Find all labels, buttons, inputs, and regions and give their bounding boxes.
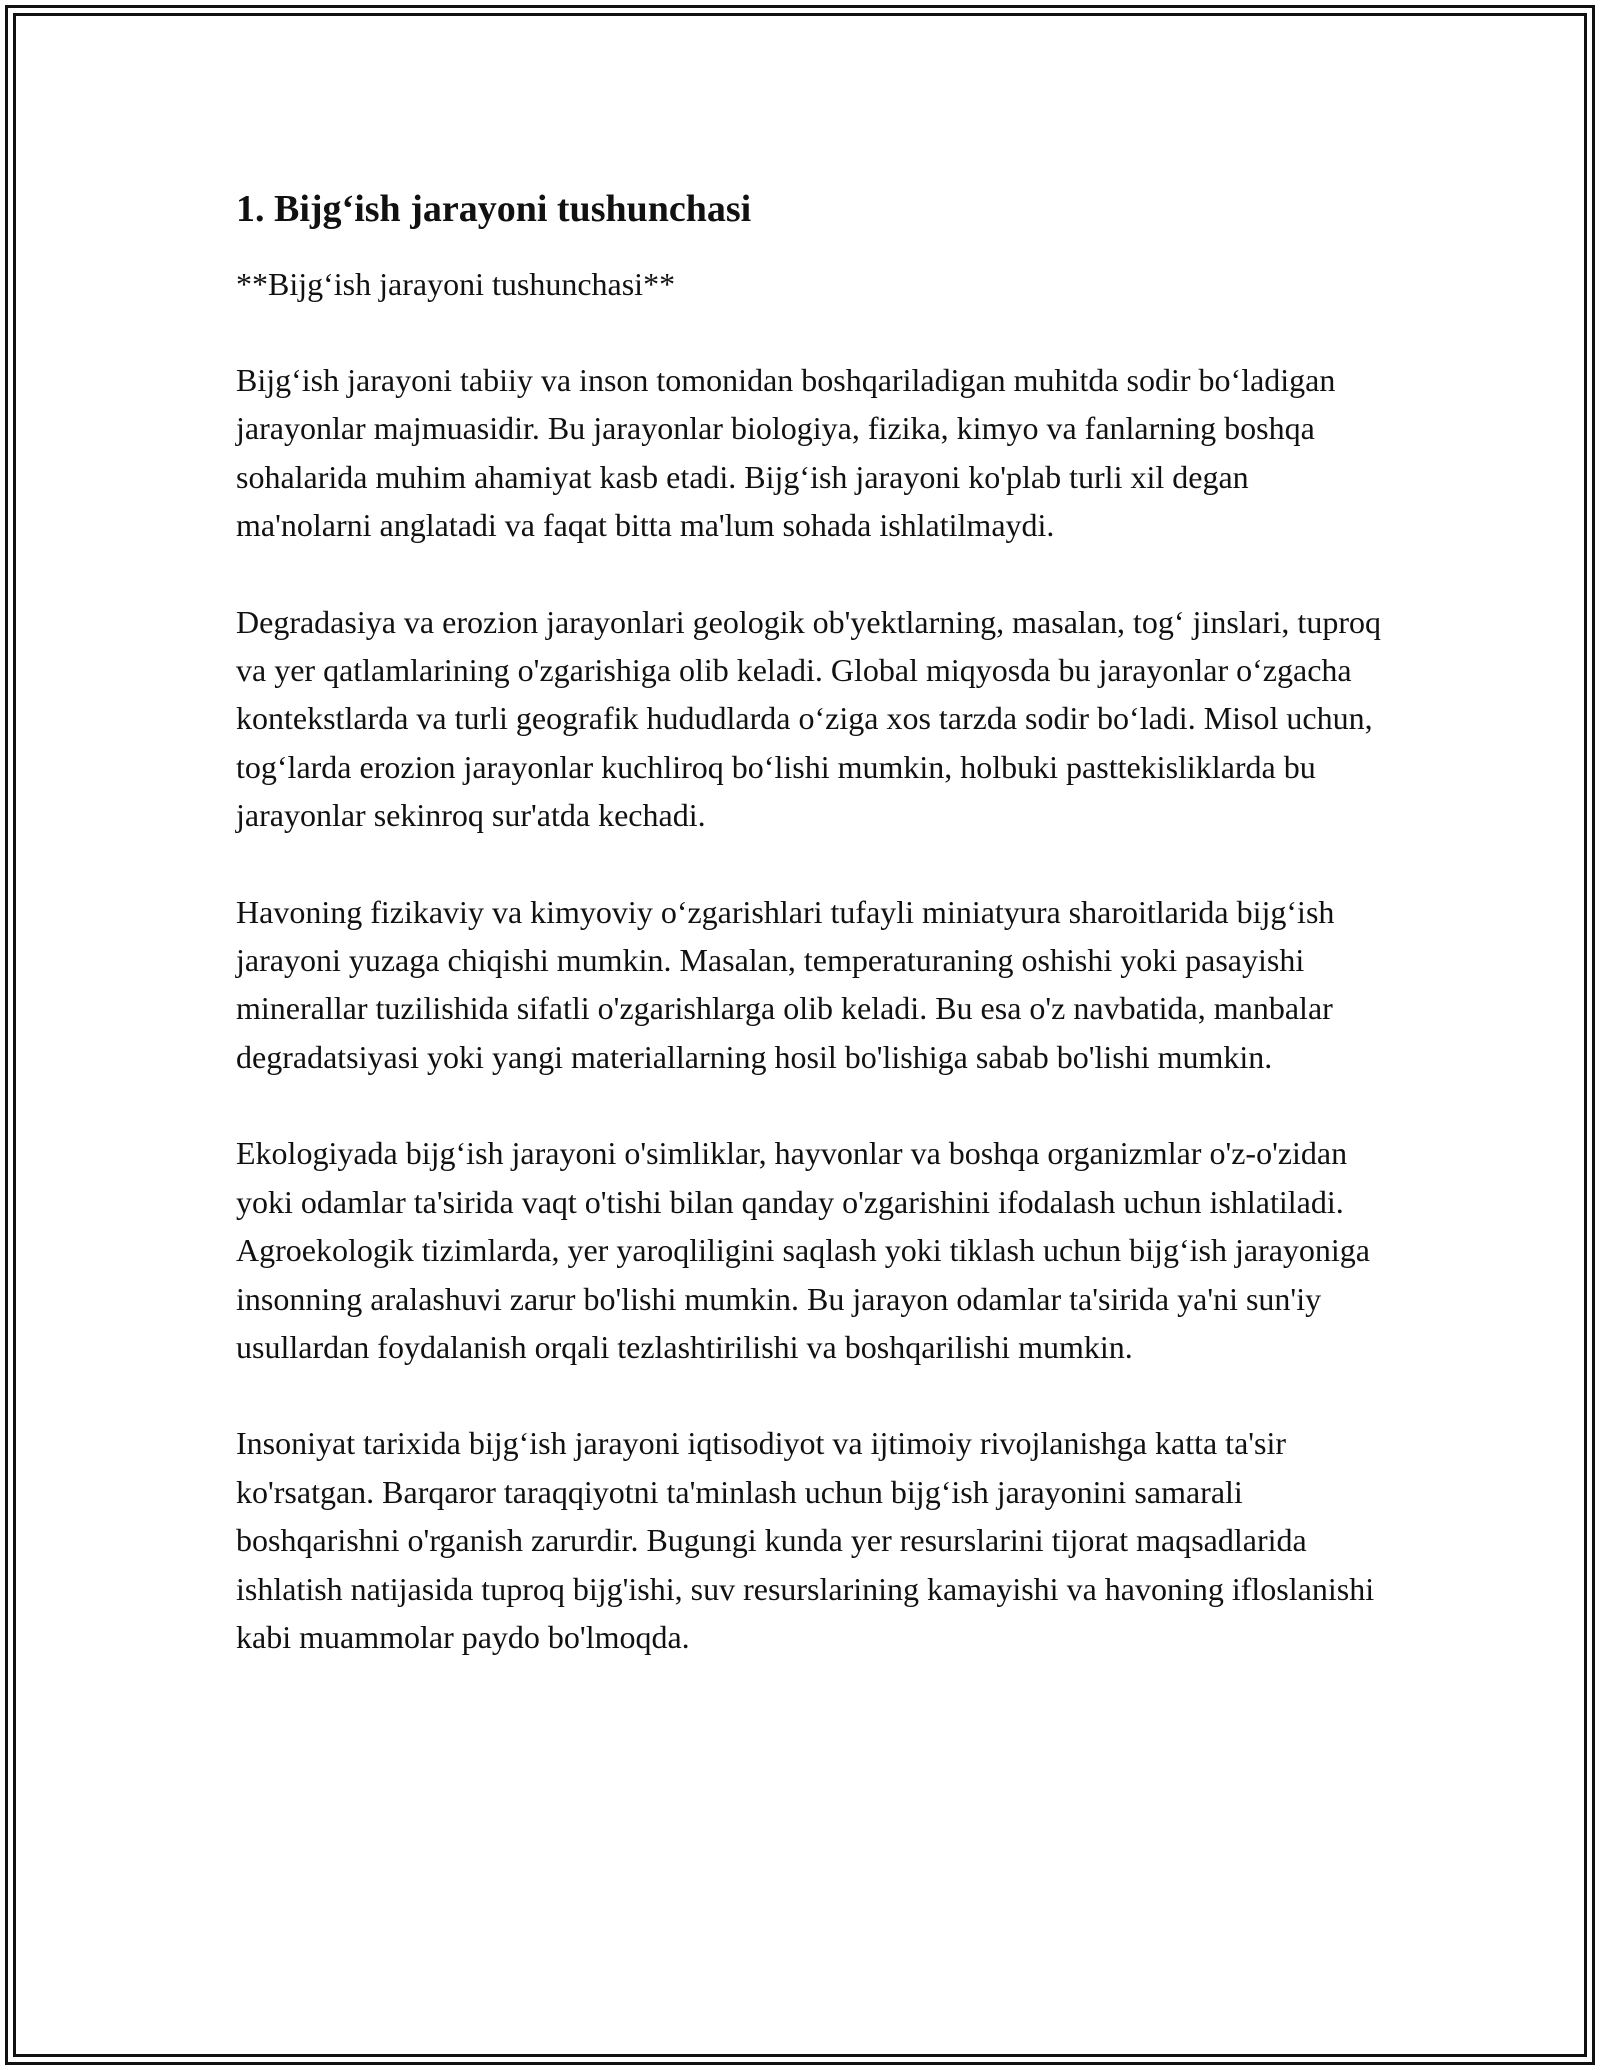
paragraph-4: Ekologiyada bijg‘ish jarayoni o'simliklar, hayvonlar va boshqa organizmlar o'z-o'zidan yoki odamlar ta'sirida vaqt o'tishi bilan qanday o'zgarishini ifodalash uchun ishlatiladi. Agroekologik tizimlarda, yer yaroqliligini saqlash yoki tiklash uchun bijg‘ish jarayoniga insonning aralashuvi zarur bo'lishi mumkin. Bu jarayon odamlar ta'sirida ya'ni sun'iy usullardan foydalanish orqali tezlashtirilishi va boshqarilishi mumkin. xyxy=(236,1135,1370,1365)
paragraph-2: Degradasiya va erozion jarayonlari geologik ob'yektlarning, masalan, tog‘ jinslari, tuproq va yer qatlamlarining o'zgarishiga olib keladi. Global miqyosda bu jarayonlar o‘zgacha kontekstlarda va turli geografik hududlarda o‘ziga xos tarzda sodir bo‘ladi. Misol uchun, tog‘larda erozion jarayonlar kuchliroq bo‘lishi mumkin, holbuki pasttekisliklarda bu jarayonlar sekinroq sur'atda kechadi. xyxy=(236,603,1381,834)
section-heading: 1. Bijg‘ish jarayoni tushunchasi xyxy=(236,188,752,230)
paragraph-5: Insoniyat tarixida bijg‘ish jarayoni iqtisodiyot va ijtimoiy rivojlanishga katta ta'sir ko'rsatgan. Barqaror taraqqiyotni ta'minlash uchun bijg‘ish jarayonini samarali boshqarishni o'rganish zarurdir. Bugungi kunda yer resurslarini tijorat maqsadlarida ishlatish natijasida tuproq bijg'ishi, suv resurslarining kamayishi va havoning ifloslanishi kabi muammolar paydo bo'lmoqda. xyxy=(236,1425,1375,1655)
paragraph-1: Bijg‘ish jarayoni tabiiy va inson tomonidan boshqariladigan muhitda sodir bo‘ladigan jarayonlar majmuasidir. Bu jarayonlar biologiya, fizika, kimyo va fanlarning boshqa sohalarida muhim ahamiyat kasb etadi. Bijg‘ish jarayoni ko'plab turli xil degan ma'nolarni anglatadi va faqat bitta ma'lum sohada ishlatilmaydi. xyxy=(236,362,1336,544)
section-subtitle: **Bijg‘ish jarayoni tushunchasi** xyxy=(236,266,676,302)
paragraph-3: Havoning fizikaviy va kimyoviy o‘zgarishlari tufayli miniatyura sharoitlarida bijg‘ish jarayoni yuzaga chiqishi mumkin. Masalan, temperaturaning oshishi yoki pasayishi minerallar tuzilishida sifatli o'zgarishlarga olib keladi. Bu esa o'z navbatida, manbalar degradatsiyasi yoki yangi materiallarning hosil bo'lishiga sabab bo'lishi mumkin. xyxy=(236,893,1335,1075)
document-body xyxy=(236,185,1386,1661)
